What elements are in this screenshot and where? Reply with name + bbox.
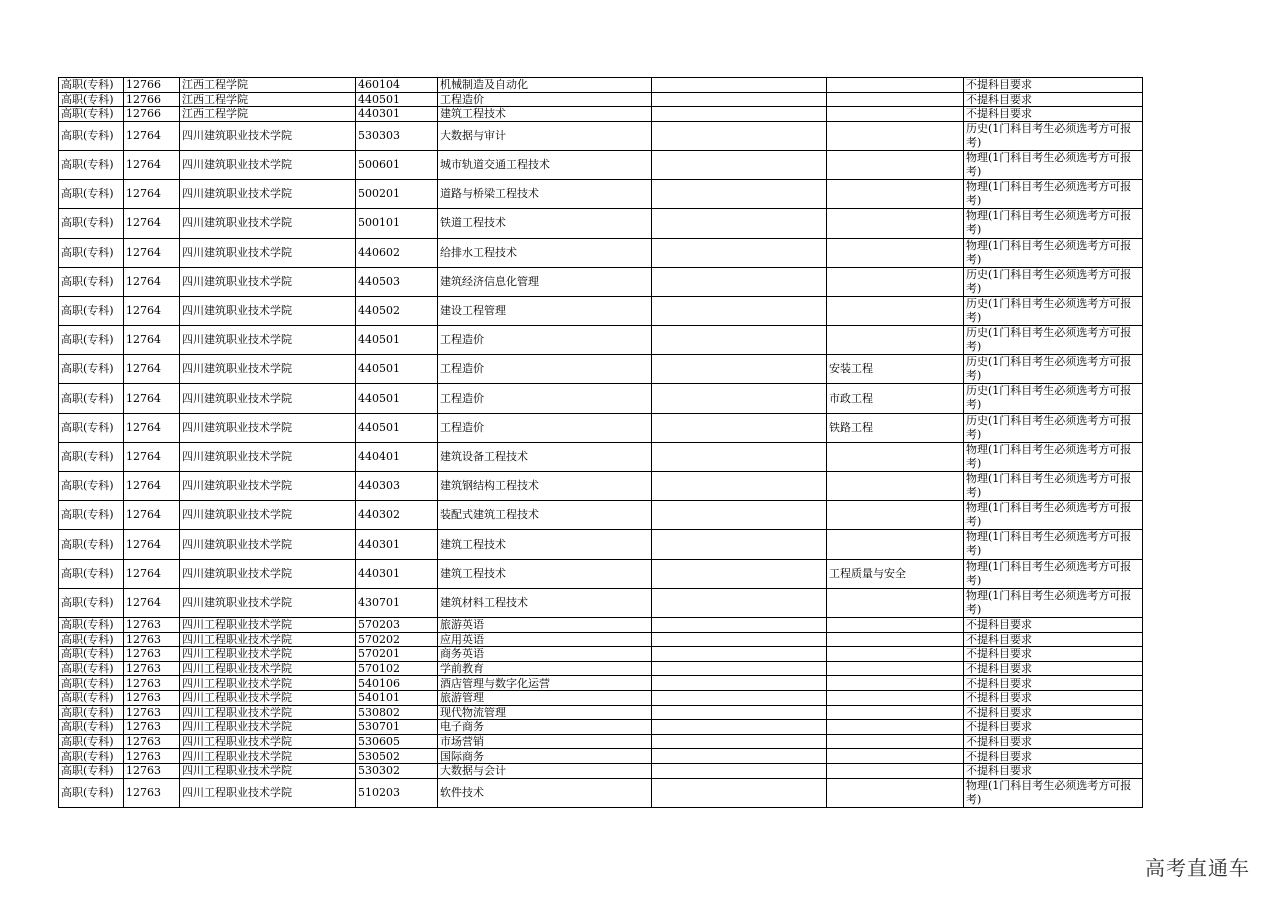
major-code-cell: 440501 [356,92,438,107]
note-cell [652,705,827,720]
note-cell [652,559,827,588]
school-name-cell: 四川建筑职业技术学院 [180,209,356,238]
school-name-cell: 四川工程职业技术学院 [180,734,356,749]
school-name-cell: 四川工程职业技术学院 [180,617,356,632]
level-cell: 高职(专科) [59,472,124,501]
major-name-cell: 建筑设备工程技术 [438,442,652,471]
major-name-cell: 旅游管理 [438,690,652,705]
subject-requirement-cell: 不提科目要求 [964,705,1143,720]
school-code-cell: 12764 [124,413,180,442]
major-name-cell: 商务英语 [438,647,652,662]
table-row [59,705,1143,720]
direction-cell [827,749,964,764]
school-name-cell: 四川建筑职业技术学院 [180,238,356,267]
school-name-cell: 四川工程职业技术学院 [180,690,356,705]
major-name-cell: 建筑材料工程技术 [438,588,652,617]
note-cell [652,734,827,749]
direction-cell [827,617,964,632]
school-name-cell: 四川建筑职业技术学院 [180,326,356,355]
direction-cell [827,676,964,691]
level-cell: 高职(专科) [59,705,124,720]
subject-requirement-cell: 物理(1门科目考生必须选考方可报考) [964,778,1143,807]
school-name-cell: 四川建筑职业技术学院 [180,501,356,530]
level-cell: 高职(专科) [59,734,124,749]
table-row [59,180,1143,209]
school-name-cell: 四川工程职业技术学院 [180,647,356,662]
subject-requirement-cell: 历史(1门科目考生必须选考方可报考) [964,384,1143,413]
school-code-cell: 12764 [124,296,180,325]
subject-requirement-cell: 历史(1门科目考生必须选考方可报考) [964,121,1143,150]
major-name-cell: 铁道工程技术 [438,209,652,238]
level-cell: 高职(专科) [59,501,124,530]
major-code-cell: 440303 [356,472,438,501]
table-row [59,763,1143,778]
subject-requirement-cell: 物理(1门科目考生必须选考方可报考) [964,442,1143,471]
subject-requirement-cell: 物理(1门科目考生必须选考方可报考) [964,209,1143,238]
school-code-cell: 12763 [124,720,180,735]
major-name-cell: 现代物流管理 [438,705,652,720]
level-cell: 高职(专科) [59,296,124,325]
subject-requirement-cell: 物理(1门科目考生必须选考方可报考) [964,501,1143,530]
school-name-cell: 四川建筑职业技术学院 [180,267,356,296]
direction-cell [827,647,964,662]
table-row [59,778,1143,807]
table-row [59,559,1143,588]
table-row [59,442,1143,471]
note-cell [652,267,827,296]
direction-cell [827,92,964,107]
subject-requirement-cell: 不提科目要求 [964,720,1143,735]
major-code-cell: 530802 [356,705,438,720]
note-cell [652,647,827,662]
table-row [59,413,1143,442]
subject-requirement-cell: 物理(1门科目考生必须选考方可报考) [964,180,1143,209]
school-code-cell: 12766 [124,78,180,93]
note-cell [652,180,827,209]
major-code-cell: 460104 [356,78,438,93]
school-code-cell: 12764 [124,355,180,384]
table-row [59,749,1143,764]
table-row [59,326,1143,355]
school-code-cell: 12764 [124,121,180,150]
school-code-cell: 12763 [124,617,180,632]
school-name-cell: 四川工程职业技术学院 [180,661,356,676]
major-code-cell: 530303 [356,121,438,150]
note-cell [652,617,827,632]
school-code-cell: 12764 [124,238,180,267]
school-name-cell: 四川工程职业技术学院 [180,763,356,778]
direction-cell: 铁路工程 [827,413,964,442]
major-name-cell: 道路与桥梁工程技术 [438,180,652,209]
major-code-cell: 540106 [356,676,438,691]
major-name-cell: 城市轨道交通工程技术 [438,150,652,179]
school-code-cell: 12763 [124,647,180,662]
major-code-cell: 440401 [356,442,438,471]
table-row [59,647,1143,662]
major-name-cell: 大数据与会计 [438,763,652,778]
direction-cell [827,209,964,238]
table-row [59,720,1143,735]
table-body [59,78,1143,808]
level-cell: 高职(专科) [59,121,124,150]
level-cell: 高职(专科) [59,778,124,807]
school-code-cell: 12764 [124,384,180,413]
direction-cell [827,180,964,209]
school-name-cell: 四川建筑职业技术学院 [180,150,356,179]
admission-table [58,77,1143,808]
table-row [59,690,1143,705]
direction-cell [827,778,964,807]
school-name-cell: 四川建筑职业技术学院 [180,588,356,617]
table-row [59,472,1143,501]
note-cell [652,530,827,559]
school-name-cell: 四川建筑职业技术学院 [180,296,356,325]
note-cell [652,632,827,647]
major-name-cell: 市场营销 [438,734,652,749]
subject-requirement-cell: 物理(1门科目考生必须选考方可报考) [964,238,1143,267]
note-cell [652,501,827,530]
note-cell [652,763,827,778]
direction-cell [827,530,964,559]
table-row [59,267,1143,296]
note-cell [652,78,827,93]
table-row [59,734,1143,749]
major-code-cell: 440501 [356,355,438,384]
major-name-cell: 给排水工程技术 [438,238,652,267]
major-name-cell: 酒店管理与数字化运营 [438,676,652,691]
major-name-cell: 旅游英语 [438,617,652,632]
school-name-cell: 四川工程职业技术学院 [180,720,356,735]
level-cell: 高职(专科) [59,676,124,691]
direction-cell [827,690,964,705]
note-cell [652,778,827,807]
school-code-cell: 12766 [124,107,180,122]
school-code-cell: 12763 [124,661,180,676]
major-code-cell: 570202 [356,632,438,647]
major-code-cell: 570201 [356,647,438,662]
table-row [59,530,1143,559]
major-name-cell: 电子商务 [438,720,652,735]
school-code-cell: 12764 [124,180,180,209]
school-code-cell: 12763 [124,763,180,778]
school-name-cell: 江西工程学院 [180,92,356,107]
table-row [59,676,1143,691]
level-cell: 高职(专科) [59,355,124,384]
major-name-cell: 建筑工程技术 [438,530,652,559]
note-cell [652,384,827,413]
school-code-cell: 12764 [124,267,180,296]
major-code-cell: 570102 [356,661,438,676]
table-row [59,355,1143,384]
major-name-cell: 机械制造及自动化 [438,78,652,93]
note-cell [652,355,827,384]
note-cell [652,107,827,122]
table-row [59,296,1143,325]
major-code-cell: 440301 [356,530,438,559]
school-name-cell: 四川建筑职业技术学院 [180,413,356,442]
level-cell: 高职(专科) [59,559,124,588]
level-cell: 高职(专科) [59,632,124,647]
school-code-cell: 12764 [124,501,180,530]
direction-cell: 市政工程 [827,384,964,413]
note-cell [652,588,827,617]
school-code-cell: 12764 [124,442,180,471]
level-cell: 高职(专科) [59,530,124,559]
table-row [59,588,1143,617]
major-name-cell: 软件技术 [438,778,652,807]
school-code-cell: 12763 [124,749,180,764]
school-name-cell: 四川建筑职业技术学院 [180,472,356,501]
subject-requirement-cell: 不提科目要求 [964,632,1143,647]
major-name-cell: 工程造价 [438,355,652,384]
note-cell [652,690,827,705]
table-row [59,121,1143,150]
direction-cell [827,501,964,530]
subject-requirement-cell: 不提科目要求 [964,734,1143,749]
school-name-cell: 江西工程学院 [180,78,356,93]
note-cell [652,720,827,735]
level-cell: 高职(专科) [59,749,124,764]
level-cell: 高职(专科) [59,588,124,617]
direction-cell [827,720,964,735]
level-cell: 高职(专科) [59,107,124,122]
note-cell [652,150,827,179]
table-row [59,92,1143,107]
major-name-cell: 工程造价 [438,413,652,442]
direction-cell [827,107,964,122]
direction-cell [827,632,964,647]
major-code-cell: 530605 [356,734,438,749]
direction-cell [827,121,964,150]
subject-requirement-cell: 物理(1门科目考生必须选考方可报考) [964,530,1143,559]
level-cell: 高职(专科) [59,180,124,209]
school-code-cell: 12764 [124,326,180,355]
direction-cell [827,734,964,749]
major-name-cell: 工程造价 [438,326,652,355]
table-row [59,150,1143,179]
major-code-cell: 500601 [356,150,438,179]
note-cell [652,296,827,325]
table-row [59,501,1143,530]
school-name-cell: 四川建筑职业技术学院 [180,384,356,413]
level-cell: 高职(专科) [59,267,124,296]
direction-cell [827,472,964,501]
major-name-cell: 国际商务 [438,749,652,764]
subject-requirement-cell: 物理(1门科目考生必须选考方可报考) [964,150,1143,179]
subject-requirement-cell: 物理(1门科目考生必须选考方可报考) [964,559,1143,588]
direction-cell [827,705,964,720]
direction-cell [827,763,964,778]
school-code-cell: 12763 [124,676,180,691]
major-code-cell: 440301 [356,107,438,122]
subject-requirement-cell: 历史(1门科目考生必须选考方可报考) [964,326,1143,355]
subject-requirement-cell: 物理(1门科目考生必须选考方可报考) [964,472,1143,501]
school-code-cell: 12764 [124,209,180,238]
school-name-cell: 四川建筑职业技术学院 [180,180,356,209]
major-code-cell: 430701 [356,588,438,617]
note-cell [652,413,827,442]
school-code-cell: 12763 [124,690,180,705]
major-code-cell: 540101 [356,690,438,705]
subject-requirement-cell: 不提科目要求 [964,749,1143,764]
level-cell: 高职(专科) [59,209,124,238]
major-code-cell: 440501 [356,413,438,442]
direction-cell [827,238,964,267]
note-cell [652,661,827,676]
subject-requirement-cell: 不提科目要求 [964,107,1143,122]
major-name-cell: 建筑工程技术 [438,559,652,588]
school-name-cell: 四川工程职业技术学院 [180,778,356,807]
direction-cell [827,442,964,471]
table-row [59,661,1143,676]
school-name-cell: 江西工程学院 [180,107,356,122]
direction-cell: 安装工程 [827,355,964,384]
major-code-cell: 440301 [356,559,438,588]
school-name-cell: 四川工程职业技术学院 [180,705,356,720]
subject-requirement-cell: 物理(1门科目考生必须选考方可报考) [964,588,1143,617]
major-name-cell: 应用英语 [438,632,652,647]
major-code-cell: 530502 [356,749,438,764]
school-code-cell: 12764 [124,150,180,179]
level-cell: 高职(专科) [59,413,124,442]
school-code-cell: 12764 [124,559,180,588]
major-name-cell: 大数据与审计 [438,121,652,150]
major-code-cell: 440602 [356,238,438,267]
level-cell: 高职(专科) [59,92,124,107]
major-name-cell: 工程造价 [438,384,652,413]
major-name-cell: 建设工程管理 [438,296,652,325]
major-code-cell: 570203 [356,617,438,632]
watermark: 高考直通车 [1145,856,1250,880]
subject-requirement-cell: 不提科目要求 [964,661,1143,676]
note-cell [652,238,827,267]
subject-requirement-cell: 不提科目要求 [964,78,1143,93]
direction-cell [827,267,964,296]
school-code-cell: 12766 [124,92,180,107]
major-code-cell: 440501 [356,326,438,355]
level-cell: 高职(专科) [59,763,124,778]
major-code-cell: 440302 [356,501,438,530]
school-code-cell: 12764 [124,588,180,617]
table-row [59,632,1143,647]
subject-requirement-cell: 历史(1门科目考生必须选考方可报考) [964,296,1143,325]
level-cell: 高职(专科) [59,647,124,662]
level-cell: 高职(专科) [59,617,124,632]
major-code-cell: 530701 [356,720,438,735]
level-cell: 高职(专科) [59,661,124,676]
school-name-cell: 四川建筑职业技术学院 [180,121,356,150]
level-cell: 高职(专科) [59,238,124,267]
subject-requirement-cell: 历史(1门科目考生必须选考方可报考) [964,355,1143,384]
table-row [59,209,1143,238]
subject-requirement-cell: 历史(1门科目考生必须选考方可报考) [964,413,1143,442]
major-name-cell: 建筑钢结构工程技术 [438,472,652,501]
note-cell [652,121,827,150]
subject-requirement-cell: 不提科目要求 [964,647,1143,662]
subject-requirement-cell: 不提科目要求 [964,676,1143,691]
level-cell: 高职(专科) [59,442,124,471]
note-cell [652,326,827,355]
level-cell: 高职(专科) [59,78,124,93]
table-row [59,107,1143,122]
major-name-cell: 建筑工程技术 [438,107,652,122]
school-code-cell: 12763 [124,705,180,720]
note-cell [652,749,827,764]
major-name-cell: 学前教育 [438,661,652,676]
school-name-cell: 四川工程职业技术学院 [180,749,356,764]
note-cell [652,209,827,238]
direction-cell [827,326,964,355]
major-code-cell: 510203 [356,778,438,807]
major-code-cell: 500101 [356,209,438,238]
level-cell: 高职(专科) [59,326,124,355]
subject-requirement-cell: 不提科目要求 [964,92,1143,107]
major-code-cell: 440503 [356,267,438,296]
subject-requirement-cell: 历史(1门科目考生必须选考方可报考) [964,267,1143,296]
direction-cell: 工程质量与安全 [827,559,964,588]
direction-cell [827,661,964,676]
school-code-cell: 12763 [124,778,180,807]
school-code-cell: 12763 [124,734,180,749]
major-code-cell: 440502 [356,296,438,325]
note-cell [652,676,827,691]
table-row [59,238,1143,267]
school-name-cell: 四川建筑职业技术学院 [180,355,356,384]
subject-requirement-cell: 不提科目要求 [964,763,1143,778]
direction-cell [827,296,964,325]
school-name-cell: 四川工程职业技术学院 [180,632,356,647]
school-code-cell: 12763 [124,632,180,647]
school-name-cell: 四川建筑职业技术学院 [180,442,356,471]
subject-requirement-cell: 不提科目要求 [964,690,1143,705]
note-cell [652,442,827,471]
direction-cell [827,78,964,93]
subject-requirement-cell: 不提科目要求 [964,617,1143,632]
major-name-cell: 建筑经济信息化管理 [438,267,652,296]
level-cell: 高职(专科) [59,150,124,179]
table-row [59,384,1143,413]
note-cell [652,92,827,107]
school-code-cell: 12764 [124,530,180,559]
major-code-cell: 500201 [356,180,438,209]
table-row [59,78,1143,93]
school-name-cell: 四川建筑职业技术学院 [180,559,356,588]
level-cell: 高职(专科) [59,720,124,735]
major-code-cell: 440501 [356,384,438,413]
school-name-cell: 四川建筑职业技术学院 [180,530,356,559]
direction-cell [827,588,964,617]
major-name-cell: 工程造价 [438,92,652,107]
level-cell: 高职(专科) [59,690,124,705]
table-row [59,617,1143,632]
school-code-cell: 12764 [124,472,180,501]
school-name-cell: 四川工程职业技术学院 [180,676,356,691]
major-name-cell: 装配式建筑工程技术 [438,501,652,530]
direction-cell [827,150,964,179]
note-cell [652,472,827,501]
major-code-cell: 530302 [356,763,438,778]
level-cell: 高职(专科) [59,384,124,413]
